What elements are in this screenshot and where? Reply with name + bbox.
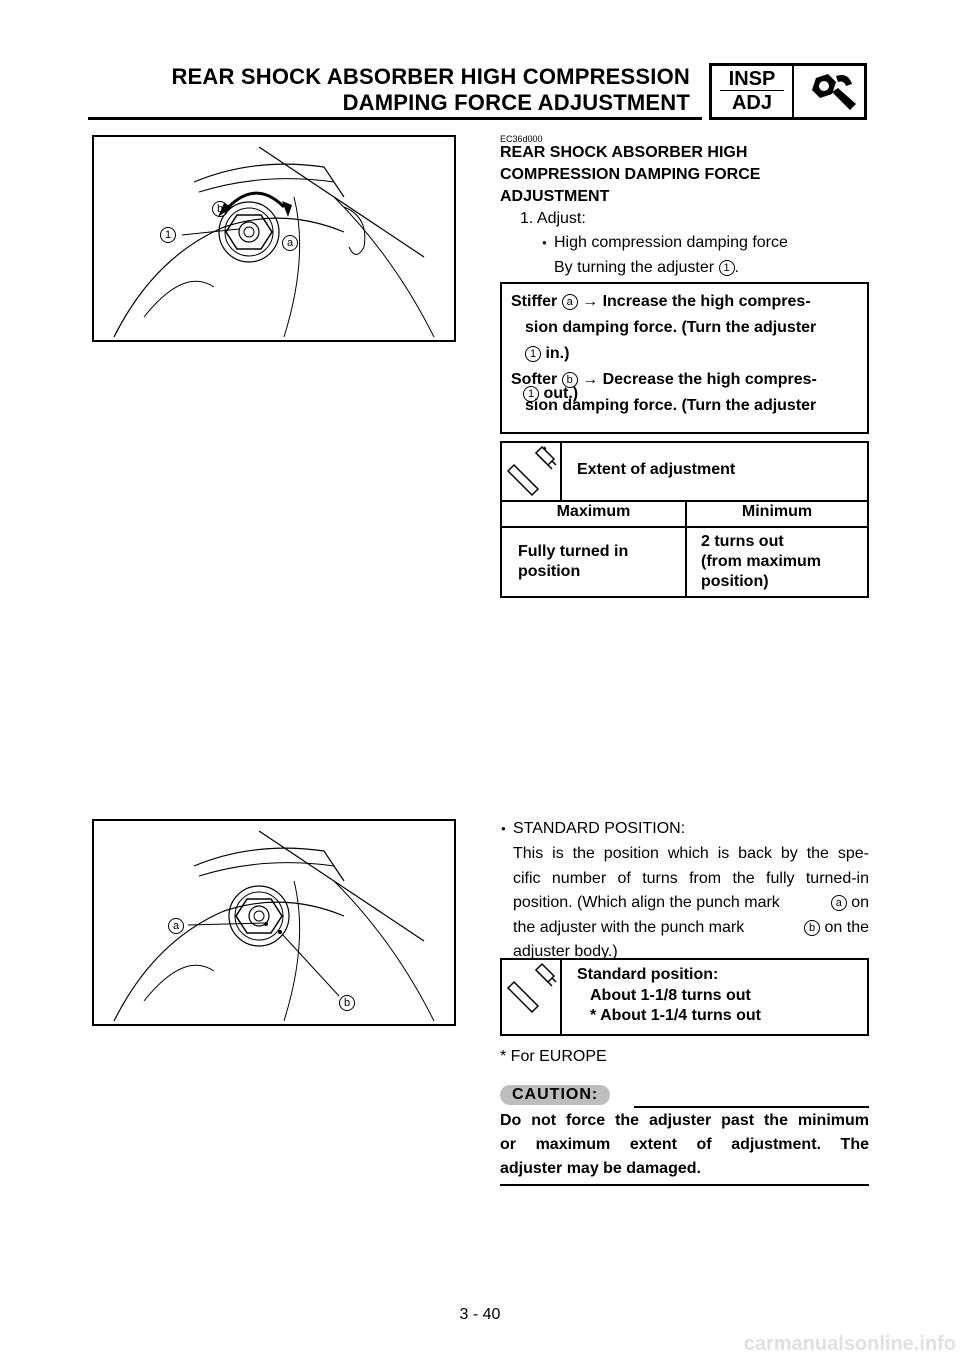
caution-label: CAUTION:	[500, 1085, 610, 1105]
page-number: 3 - 40	[459, 1306, 501, 1323]
callout-1: 1	[719, 260, 735, 276]
standard-box-line2: * About 1-1/4 turns out	[590, 1007, 761, 1024]
caution-line3: adjuster may be damaged.	[500, 1160, 701, 1177]
bullet-high-compression: ● High compression damping force	[554, 232, 788, 254]
standard-line3	[513, 892, 869, 914]
stiffer-line	[511, 289, 861, 315]
section-title-line3: ADJUSTMENT	[500, 188, 610, 205]
max-value	[518, 542, 628, 582]
standard-line4-text: the adjuster with the punch mark	[513, 919, 745, 936]
caution-bottom-rule	[500, 1184, 869, 1186]
standard-position-box	[500, 958, 869, 1036]
by-turning-line: By turning the adjuster 1 .	[554, 259, 739, 276]
standard-box-heading: Standard position:	[577, 966, 719, 983]
figure-punch-marks	[92, 819, 456, 1026]
softer-cont: sion damping force. (Turn the adjuster	[525, 397, 817, 414]
callout-a: a	[168, 918, 184, 934]
section-title-line2: COMPRESSION DAMPING FORCE	[500, 166, 761, 183]
callout-a: a	[562, 294, 578, 310]
section-title-line1: REAR SHOCK ABSORBER HIGH	[500, 144, 748, 161]
callout-1: 1	[525, 346, 541, 362]
callout-1: 1	[523, 386, 539, 402]
extent-table-box	[500, 441, 869, 598]
callout-b: b	[804, 920, 820, 936]
stiffer-label: Stiffer	[511, 293, 558, 310]
watermark: carmanualsonline.info	[743, 1333, 956, 1355]
max-line1: Fully turned in	[518, 543, 629, 560]
stiffer-end-line	[525, 341, 569, 367]
col-divider	[685, 501, 687, 596]
stiffer-cont: sion damping force. (Turn the adjuster	[525, 319, 817, 336]
caution-line2: or maximum extent of adjustment. The	[500, 1136, 869, 1153]
standard-line5: adjuster body.)	[513, 943, 618, 960]
callout-b: b	[339, 995, 355, 1011]
standard-line2: cific number of turns from the fully turned-in	[513, 870, 869, 887]
standard-line3-text: position. (Which align the punch mark	[513, 894, 780, 911]
by-turning-text: By turning the adjuster	[554, 259, 715, 276]
caution-line1: Do not force the adjuster past the minimum	[500, 1112, 869, 1129]
adjuster-illustration-2	[94, 821, 454, 1024]
stiffer-text: → Increase the high compres-	[582, 293, 811, 310]
softer-text: → Decrease the high compres-	[582, 371, 817, 388]
figure-adjuster-rotation	[92, 135, 456, 342]
extent-heading: Extent of adjustment	[577, 461, 736, 478]
caution-header	[500, 1085, 869, 1109]
adjuster-illustration-1	[94, 137, 454, 340]
caliper-icon	[502, 960, 562, 1034]
standard-line3-end: on	[851, 894, 869, 911]
softer-end-line-2	[523, 383, 578, 405]
section-badge	[709, 63, 867, 120]
caution-rule	[634, 1106, 869, 1108]
callout-b: b	[562, 372, 578, 388]
max-line2: position	[518, 563, 581, 580]
min-line3: position)	[701, 573, 769, 590]
europe-note: * For EUROPE	[500, 1048, 607, 1065]
step-adjust: 1. Adjust:	[520, 210, 586, 227]
callout-a: a	[282, 235, 298, 251]
standard-line4	[513, 917, 869, 939]
min-line2: (from maximum	[701, 553, 822, 570]
callout-b: b	[212, 201, 228, 217]
standard-line1: This is the position which is back by the spe-	[513, 845, 869, 862]
caliper-icon	[502, 443, 562, 501]
min-line1: 2 turns out	[701, 533, 784, 550]
stiffer-softer-box	[500, 282, 869, 434]
stiffer-end: in.)	[545, 345, 570, 362]
badge-adj: ADJ	[731, 92, 772, 114]
wrench-nut-icon	[796, 68, 862, 116]
standard-box-line1: About 1-1/8 turns out	[590, 987, 751, 1004]
header-rule	[88, 117, 702, 120]
badge-insp: INSP	[720, 68, 784, 91]
bullet-standard-position: ● STANDARD POSITION:	[513, 818, 685, 840]
min-value	[701, 532, 821, 592]
callout-1: 1	[160, 227, 176, 243]
header-title-line2: DAMPING FORCE ADJUSTMENT	[342, 90, 690, 115]
col-maximum: Maximum	[556, 503, 631, 520]
softer-end: out.)	[543, 385, 579, 402]
col-minimum: Minimum	[741, 503, 813, 520]
section-code: EC36d000	[500, 134, 543, 144]
header-title-line1: REAR SHOCK ABSORBER HIGH COMPRESSION	[171, 64, 690, 89]
standard-line4-end: on the	[824, 919, 869, 936]
softer-label: Softer	[511, 371, 558, 388]
callout-a: a	[831, 895, 847, 911]
